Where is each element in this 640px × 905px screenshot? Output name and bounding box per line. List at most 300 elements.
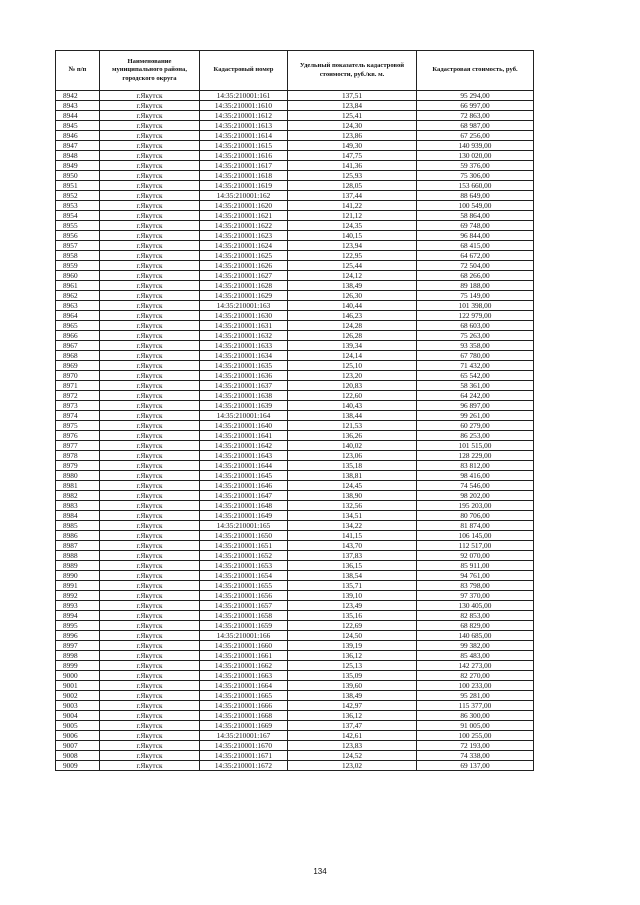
cell-row-number: 8973 bbox=[56, 401, 100, 411]
cell-row-number: 8946 bbox=[56, 131, 100, 141]
cell-cadastral-number: 14:35:210001:1619 bbox=[200, 181, 288, 191]
table-row bbox=[56, 731, 534, 741]
table-row bbox=[56, 721, 534, 731]
cell-municipality: г.Якутск bbox=[100, 641, 200, 651]
table-row bbox=[56, 281, 534, 291]
table-row bbox=[56, 451, 534, 461]
cell-cadastral-number: 14:35:210001:1613 bbox=[200, 121, 288, 131]
cell-specific-indicator: 138,54 bbox=[288, 571, 417, 581]
cell-municipality: г.Якутск bbox=[100, 191, 200, 201]
cell-cadastral-cost: 83 798,00 bbox=[417, 581, 534, 591]
cell-cadastral-number: 14:35:210001:1628 bbox=[200, 281, 288, 291]
table-row bbox=[56, 271, 534, 281]
cell-cadastral-number: 14:35:210001:1659 bbox=[200, 621, 288, 631]
cell-cadastral-cost: 64 672,00 bbox=[417, 251, 534, 261]
cell-row-number: 8965 bbox=[56, 321, 100, 331]
cell-municipality: г.Якутск bbox=[100, 261, 200, 271]
cell-municipality: г.Якутск bbox=[100, 91, 200, 101]
cell-municipality: г.Якутск bbox=[100, 471, 200, 481]
cell-specific-indicator: 138,49 bbox=[288, 281, 417, 291]
cell-cadastral-number: 14:35:210001:1668 bbox=[200, 711, 288, 721]
cell-cadastral-number: 14:35:210001:1666 bbox=[200, 701, 288, 711]
table-row bbox=[56, 511, 534, 521]
table-row bbox=[56, 161, 534, 171]
cell-municipality: г.Якутск bbox=[100, 401, 200, 411]
cell-cadastral-number: 14:35:210001:1617 bbox=[200, 161, 288, 171]
cell-cadastral-number: 14:35:210001:1640 bbox=[200, 421, 288, 431]
cell-specific-indicator: 147,75 bbox=[288, 151, 417, 161]
table-row bbox=[56, 251, 534, 261]
cell-cadastral-cost: 69 748,00 bbox=[417, 221, 534, 231]
cell-row-number: 8951 bbox=[56, 181, 100, 191]
cell-cadastral-number: 14:35:210001:1665 bbox=[200, 691, 288, 701]
cell-row-number: 8966 bbox=[56, 331, 100, 341]
table-row bbox=[56, 261, 534, 271]
table-row bbox=[56, 501, 534, 511]
cell-specific-indicator: 123,20 bbox=[288, 371, 417, 381]
cell-cadastral-number: 14:35:210001:1630 bbox=[200, 311, 288, 321]
cell-cadastral-number: 14:35:210001:1663 bbox=[200, 671, 288, 681]
cell-row-number: 9002 bbox=[56, 691, 100, 701]
table-row bbox=[56, 701, 534, 711]
cell-specific-indicator: 126,28 bbox=[288, 331, 417, 341]
table-row bbox=[56, 691, 534, 701]
cell-row-number: 8961 bbox=[56, 281, 100, 291]
cell-row-number: 8986 bbox=[56, 531, 100, 541]
cell-specific-indicator: 139,60 bbox=[288, 681, 417, 691]
cell-cadastral-number: 14:35:210001:1644 bbox=[200, 461, 288, 471]
cell-municipality: г.Якутск bbox=[100, 711, 200, 721]
cell-row-number: 8945 bbox=[56, 121, 100, 131]
cell-cadastral-number: 14:35:210001:1615 bbox=[200, 141, 288, 151]
cell-row-number: 9008 bbox=[56, 751, 100, 761]
cell-specific-indicator: 140,02 bbox=[288, 441, 417, 451]
cell-cadastral-cost: 96 844,00 bbox=[417, 231, 534, 241]
cell-specific-indicator: 122,69 bbox=[288, 621, 417, 631]
cell-cadastral-cost: 99 261,00 bbox=[417, 411, 534, 421]
cell-cadastral-number: 14:35:210001:1645 bbox=[200, 471, 288, 481]
cell-specific-indicator: 136,15 bbox=[288, 561, 417, 571]
table-row bbox=[56, 491, 534, 501]
table-row bbox=[56, 441, 534, 451]
cell-specific-indicator: 135,16 bbox=[288, 611, 417, 621]
cell-municipality: г.Якутск bbox=[100, 131, 200, 141]
table-body bbox=[56, 91, 534, 771]
cell-row-number: 8954 bbox=[56, 211, 100, 221]
cell-municipality: г.Якутск bbox=[100, 151, 200, 161]
table-row bbox=[56, 611, 534, 621]
cell-row-number: 8974 bbox=[56, 411, 100, 421]
cell-municipality: г.Якутск bbox=[100, 301, 200, 311]
cell-cadastral-number: 14:35:210001:166 bbox=[200, 631, 288, 641]
cell-cadastral-number: 14:35:210001:1658 bbox=[200, 611, 288, 621]
cell-municipality: г.Якутск bbox=[100, 311, 200, 321]
table-row bbox=[56, 641, 534, 651]
cell-row-number: 8994 bbox=[56, 611, 100, 621]
cell-cadastral-number: 14:35:210001:1669 bbox=[200, 721, 288, 731]
cell-specific-indicator: 137,47 bbox=[288, 721, 417, 731]
table-row bbox=[56, 111, 534, 121]
cell-cadastral-cost: 66 997,00 bbox=[417, 101, 534, 111]
cell-cadastral-cost: 72 504,00 bbox=[417, 261, 534, 271]
cell-specific-indicator: 141,22 bbox=[288, 201, 417, 211]
cell-row-number: 8942 bbox=[56, 91, 100, 101]
table-row bbox=[56, 171, 534, 181]
cell-cadastral-cost: 101 515,00 bbox=[417, 441, 534, 451]
table-row bbox=[56, 321, 534, 331]
cell-cadastral-cost: 106 145,00 bbox=[417, 531, 534, 541]
cell-specific-indicator: 136,26 bbox=[288, 431, 417, 441]
cell-specific-indicator: 134,22 bbox=[288, 521, 417, 531]
cell-municipality: г.Якутск bbox=[100, 211, 200, 221]
cell-cadastral-cost: 86 300,00 bbox=[417, 711, 534, 721]
cell-municipality: г.Якутск bbox=[100, 611, 200, 621]
cell-specific-indicator: 124,45 bbox=[288, 481, 417, 491]
cell-cadastral-cost: 65 542,00 bbox=[417, 371, 534, 381]
cell-cadastral-number: 14:35:210001:1637 bbox=[200, 381, 288, 391]
cell-specific-indicator: 141,15 bbox=[288, 531, 417, 541]
cell-cadastral-cost: 67 780,00 bbox=[417, 351, 534, 361]
table-row bbox=[56, 291, 534, 301]
table-row bbox=[56, 531, 534, 541]
cell-row-number: 8948 bbox=[56, 151, 100, 161]
cell-cadastral-cost: 72 193,00 bbox=[417, 741, 534, 751]
cell-cadastral-cost: 68 987,00 bbox=[417, 121, 534, 131]
cell-row-number: 8978 bbox=[56, 451, 100, 461]
cell-specific-indicator: 122,60 bbox=[288, 391, 417, 401]
cell-cadastral-cost: 89 188,00 bbox=[417, 281, 534, 291]
cell-municipality: г.Якутск bbox=[100, 501, 200, 511]
cell-municipality: г.Якутск bbox=[100, 381, 200, 391]
cell-cadastral-number: 14:35:210001:1657 bbox=[200, 601, 288, 611]
cell-row-number: 8985 bbox=[56, 521, 100, 531]
table-row bbox=[56, 141, 534, 151]
cell-municipality: г.Якутск bbox=[100, 571, 200, 581]
cell-municipality: г.Якутск bbox=[100, 141, 200, 151]
table-row bbox=[56, 761, 534, 771]
cell-cadastral-cost: 58 864,00 bbox=[417, 211, 534, 221]
cell-cadastral-number: 14:35:210001:1661 bbox=[200, 651, 288, 661]
cell-row-number: 8958 bbox=[56, 251, 100, 261]
cell-row-number: 8981 bbox=[56, 481, 100, 491]
cell-cadastral-cost: 69 137,00 bbox=[417, 761, 534, 771]
table-row bbox=[56, 401, 534, 411]
cell-cadastral-cost: 75 149,00 bbox=[417, 291, 534, 301]
table-row bbox=[56, 561, 534, 571]
cell-cadastral-number: 14:35:210001:1653 bbox=[200, 561, 288, 571]
cell-specific-indicator: 136,12 bbox=[288, 651, 417, 661]
cell-municipality: г.Якутск bbox=[100, 441, 200, 451]
cell-specific-indicator: 124,52 bbox=[288, 751, 417, 761]
cell-municipality: г.Якутск bbox=[100, 321, 200, 331]
table-row bbox=[56, 631, 534, 641]
table-row bbox=[56, 351, 534, 361]
cell-specific-indicator: 123,06 bbox=[288, 451, 417, 461]
cell-municipality: г.Якутск bbox=[100, 271, 200, 281]
cell-row-number: 8991 bbox=[56, 581, 100, 591]
cell-cadastral-number: 14:35:210001:1618 bbox=[200, 171, 288, 181]
cell-specific-indicator: 125,13 bbox=[288, 661, 417, 671]
table-row bbox=[56, 591, 534, 601]
cell-municipality: г.Якутск bbox=[100, 551, 200, 561]
cell-cadastral-cost: 80 706,00 bbox=[417, 511, 534, 521]
cell-specific-indicator: 125,41 bbox=[288, 111, 417, 121]
cell-cadastral-cost: 74 546,00 bbox=[417, 481, 534, 491]
table-row bbox=[56, 151, 534, 161]
cell-row-number: 9001 bbox=[56, 681, 100, 691]
cell-cadastral-number: 14:35:210001:1655 bbox=[200, 581, 288, 591]
cell-cadastral-number: 14:35:210001:1660 bbox=[200, 641, 288, 651]
cell-municipality: г.Якутск bbox=[100, 751, 200, 761]
cell-row-number: 8982 bbox=[56, 491, 100, 501]
cell-row-number: 9005 bbox=[56, 721, 100, 731]
cell-cadastral-cost: 98 416,00 bbox=[417, 471, 534, 481]
cell-cadastral-number: 14:35:210001:1631 bbox=[200, 321, 288, 331]
cell-municipality: г.Якутск bbox=[100, 181, 200, 191]
cell-specific-indicator: 123,94 bbox=[288, 241, 417, 251]
cell-specific-indicator: 123,83 bbox=[288, 741, 417, 751]
cell-row-number: 8993 bbox=[56, 601, 100, 611]
cell-municipality: г.Якутск bbox=[100, 121, 200, 131]
cell-cadastral-cost: 94 761,00 bbox=[417, 571, 534, 581]
cell-specific-indicator: 124,30 bbox=[288, 121, 417, 131]
cell-municipality: г.Якутск bbox=[100, 521, 200, 531]
cell-row-number: 8960 bbox=[56, 271, 100, 281]
cell-row-number: 8949 bbox=[56, 161, 100, 171]
cell-specific-indicator: 138,44 bbox=[288, 411, 417, 421]
table-row bbox=[56, 551, 534, 561]
cell-cadastral-number: 14:35:210001:1632 bbox=[200, 331, 288, 341]
cell-row-number: 9007 bbox=[56, 741, 100, 751]
cell-cadastral-number: 14:35:210001:1627 bbox=[200, 271, 288, 281]
cell-row-number: 8955 bbox=[56, 221, 100, 231]
cell-specific-indicator: 126,30 bbox=[288, 291, 417, 301]
cell-cadastral-cost: 101 398,00 bbox=[417, 301, 534, 311]
cell-cadastral-number: 14:35:210001:163 bbox=[200, 301, 288, 311]
cell-specific-indicator: 120,83 bbox=[288, 381, 417, 391]
cell-specific-indicator: 124,28 bbox=[288, 321, 417, 331]
table-row bbox=[56, 741, 534, 751]
cell-row-number: 8968 bbox=[56, 351, 100, 361]
cell-cadastral-cost: 97 370,00 bbox=[417, 591, 534, 601]
header-row-number: № п/п bbox=[56, 51, 100, 91]
cell-specific-indicator: 134,51 bbox=[288, 511, 417, 521]
cell-cadastral-number: 14:35:210001:1634 bbox=[200, 351, 288, 361]
table-row bbox=[56, 711, 534, 721]
cell-row-number: 8977 bbox=[56, 441, 100, 451]
table-row bbox=[56, 411, 534, 421]
cell-cadastral-cost: 72 863,00 bbox=[417, 111, 534, 121]
cell-cadastral-number: 14:35:210001:1622 bbox=[200, 221, 288, 231]
cell-municipality: г.Якутск bbox=[100, 341, 200, 351]
cell-municipality: г.Якутск bbox=[100, 241, 200, 251]
cell-specific-indicator: 138,49 bbox=[288, 691, 417, 701]
cell-municipality: г.Якутск bbox=[100, 561, 200, 571]
table-row bbox=[56, 381, 534, 391]
cell-municipality: г.Якутск bbox=[100, 671, 200, 681]
cell-municipality: г.Якутск bbox=[100, 581, 200, 591]
cell-specific-indicator: 123,02 bbox=[288, 761, 417, 771]
table-row bbox=[56, 421, 534, 431]
cell-row-number: 8952 bbox=[56, 191, 100, 201]
cell-specific-indicator: 143,70 bbox=[288, 541, 417, 551]
table-row bbox=[56, 391, 534, 401]
table-row bbox=[56, 311, 534, 321]
cell-cadastral-number: 14:35:210001:1664 bbox=[200, 681, 288, 691]
cell-specific-indicator: 139,34 bbox=[288, 341, 417, 351]
cell-row-number: 9000 bbox=[56, 671, 100, 681]
cell-cadastral-number: 14:35:210001:1614 bbox=[200, 131, 288, 141]
table-row bbox=[56, 371, 534, 381]
cell-specific-indicator: 135,09 bbox=[288, 671, 417, 681]
cell-cadastral-number: 14:35:210001:1652 bbox=[200, 551, 288, 561]
cell-cadastral-cost: 100 233,00 bbox=[417, 681, 534, 691]
cell-row-number: 8944 bbox=[56, 111, 100, 121]
cell-cadastral-number: 14:35:210001:1626 bbox=[200, 261, 288, 271]
cell-municipality: г.Якутск bbox=[100, 661, 200, 671]
cell-cadastral-cost: 75 263,00 bbox=[417, 331, 534, 341]
cell-municipality: г.Якутск bbox=[100, 731, 200, 741]
cell-specific-indicator: 135,18 bbox=[288, 461, 417, 471]
cell-cadastral-cost: 64 242,00 bbox=[417, 391, 534, 401]
table-row bbox=[56, 671, 534, 681]
table-row bbox=[56, 481, 534, 491]
cell-cadastral-cost: 96 897,00 bbox=[417, 401, 534, 411]
cell-specific-indicator: 123,86 bbox=[288, 131, 417, 141]
cell-municipality: г.Якутск bbox=[100, 531, 200, 541]
cell-specific-indicator: 138,90 bbox=[288, 491, 417, 501]
cell-municipality: г.Якутск bbox=[100, 651, 200, 661]
cell-specific-indicator: 123,49 bbox=[288, 601, 417, 611]
cell-cadastral-number: 14:35:210001:1648 bbox=[200, 501, 288, 511]
cell-specific-indicator: 124,12 bbox=[288, 271, 417, 281]
table-row bbox=[56, 431, 534, 441]
table-row bbox=[56, 191, 534, 201]
cell-cadastral-cost: 75 306,00 bbox=[417, 171, 534, 181]
cell-cadastral-cost: 128 229,00 bbox=[417, 451, 534, 461]
header-row bbox=[56, 51, 534, 91]
cell-row-number: 8999 bbox=[56, 661, 100, 671]
cell-specific-indicator: 139,10 bbox=[288, 591, 417, 601]
cell-municipality: г.Якутск bbox=[100, 691, 200, 701]
cell-cadastral-cost: 95 294,00 bbox=[417, 91, 534, 101]
cell-municipality: г.Якутск bbox=[100, 351, 200, 361]
cell-cadastral-cost: 112 517,00 bbox=[417, 541, 534, 551]
cell-specific-indicator: 124,35 bbox=[288, 221, 417, 231]
cell-municipality: г.Якутск bbox=[100, 431, 200, 441]
cell-municipality: г.Якутск bbox=[100, 391, 200, 401]
table-row bbox=[56, 231, 534, 241]
cell-cadastral-cost: 59 376,00 bbox=[417, 161, 534, 171]
table-row bbox=[56, 341, 534, 351]
cell-row-number: 8963 bbox=[56, 301, 100, 311]
table-row bbox=[56, 181, 534, 191]
cell-cadastral-cost: 68 415,00 bbox=[417, 241, 534, 251]
cell-cadastral-cost: 82 853,00 bbox=[417, 611, 534, 621]
cell-municipality: г.Якутск bbox=[100, 511, 200, 521]
table-row bbox=[56, 651, 534, 661]
cell-cadastral-number: 14:35:210001:1641 bbox=[200, 431, 288, 441]
cell-row-number: 8989 bbox=[56, 561, 100, 571]
cell-cadastral-number: 14:35:210001:1612 bbox=[200, 111, 288, 121]
table-row bbox=[56, 331, 534, 341]
cell-municipality: г.Якутск bbox=[100, 171, 200, 181]
cell-specific-indicator: 140,43 bbox=[288, 401, 417, 411]
cell-row-number: 8998 bbox=[56, 651, 100, 661]
cell-cadastral-cost: 68 603,00 bbox=[417, 321, 534, 331]
cell-specific-indicator: 142,61 bbox=[288, 731, 417, 741]
cell-municipality: г.Якутск bbox=[100, 701, 200, 711]
cell-specific-indicator: 140,44 bbox=[288, 301, 417, 311]
cell-cadastral-cost: 100 549,00 bbox=[417, 201, 534, 211]
cell-row-number: 8956 bbox=[56, 231, 100, 241]
cell-specific-indicator: 122,95 bbox=[288, 251, 417, 261]
cell-specific-indicator: 137,83 bbox=[288, 551, 417, 561]
cell-row-number: 8996 bbox=[56, 631, 100, 641]
cell-cadastral-cost: 74 338,00 bbox=[417, 751, 534, 761]
cell-specific-indicator: 136,12 bbox=[288, 711, 417, 721]
cell-cadastral-cost: 58 361,00 bbox=[417, 381, 534, 391]
cell-cadastral-number: 14:35:210001:1620 bbox=[200, 201, 288, 211]
page-number: 134 bbox=[313, 867, 327, 876]
cell-row-number: 8967 bbox=[56, 341, 100, 351]
cell-cadastral-cost: 130 020,00 bbox=[417, 151, 534, 161]
cell-cadastral-cost: 140 685,00 bbox=[417, 631, 534, 641]
cell-cadastral-cost: 95 281,00 bbox=[417, 691, 534, 701]
cell-specific-indicator: 124,14 bbox=[288, 351, 417, 361]
table-row bbox=[56, 211, 534, 221]
table-header bbox=[56, 51, 534, 91]
table-row bbox=[56, 581, 534, 591]
cell-municipality: г.Якутск bbox=[100, 451, 200, 461]
cell-specific-indicator: 125,44 bbox=[288, 261, 417, 271]
cell-municipality: г.Якутск bbox=[100, 631, 200, 641]
cell-cadastral-number: 14:35:210001:164 bbox=[200, 411, 288, 421]
cell-cadastral-number: 14:35:210001:1616 bbox=[200, 151, 288, 161]
cell-municipality: г.Якутск bbox=[100, 361, 200, 371]
cell-cadastral-number: 14:35:210001:1646 bbox=[200, 481, 288, 491]
cell-cadastral-cost: 82 270,00 bbox=[417, 671, 534, 681]
table-row bbox=[56, 301, 534, 311]
table-row bbox=[56, 221, 534, 231]
cell-cadastral-cost: 91 005,00 bbox=[417, 721, 534, 731]
cell-municipality: г.Якутск bbox=[100, 421, 200, 431]
cell-cadastral-number: 14:35:210001:1633 bbox=[200, 341, 288, 351]
cell-municipality: г.Якутск bbox=[100, 681, 200, 691]
cell-specific-indicator: 125,93 bbox=[288, 171, 417, 181]
table-row bbox=[56, 521, 534, 531]
cell-specific-indicator: 139,19 bbox=[288, 641, 417, 651]
cell-specific-indicator: 137,51 bbox=[288, 91, 417, 101]
cell-row-number: 8957 bbox=[56, 241, 100, 251]
cell-municipality: г.Якутск bbox=[100, 461, 200, 471]
table-row bbox=[56, 131, 534, 141]
cell-cadastral-cost: 81 874,00 bbox=[417, 521, 534, 531]
cell-row-number: 8976 bbox=[56, 431, 100, 441]
cell-cadastral-number: 14:35:210001:1621 bbox=[200, 211, 288, 221]
cell-specific-indicator: 149,30 bbox=[288, 141, 417, 151]
cell-cadastral-number: 14:35:210001:1650 bbox=[200, 531, 288, 541]
cell-row-number: 8984 bbox=[56, 511, 100, 521]
cell-municipality: г.Якутск bbox=[100, 281, 200, 291]
cell-cadastral-cost: 67 256,00 bbox=[417, 131, 534, 141]
cell-row-number: 9009 bbox=[56, 761, 100, 771]
cell-municipality: г.Якутск bbox=[100, 761, 200, 771]
cell-specific-indicator: 124,50 bbox=[288, 631, 417, 641]
cell-municipality: г.Якутск bbox=[100, 201, 200, 211]
table-row bbox=[56, 91, 534, 101]
cell-row-number: 8972 bbox=[56, 391, 100, 401]
